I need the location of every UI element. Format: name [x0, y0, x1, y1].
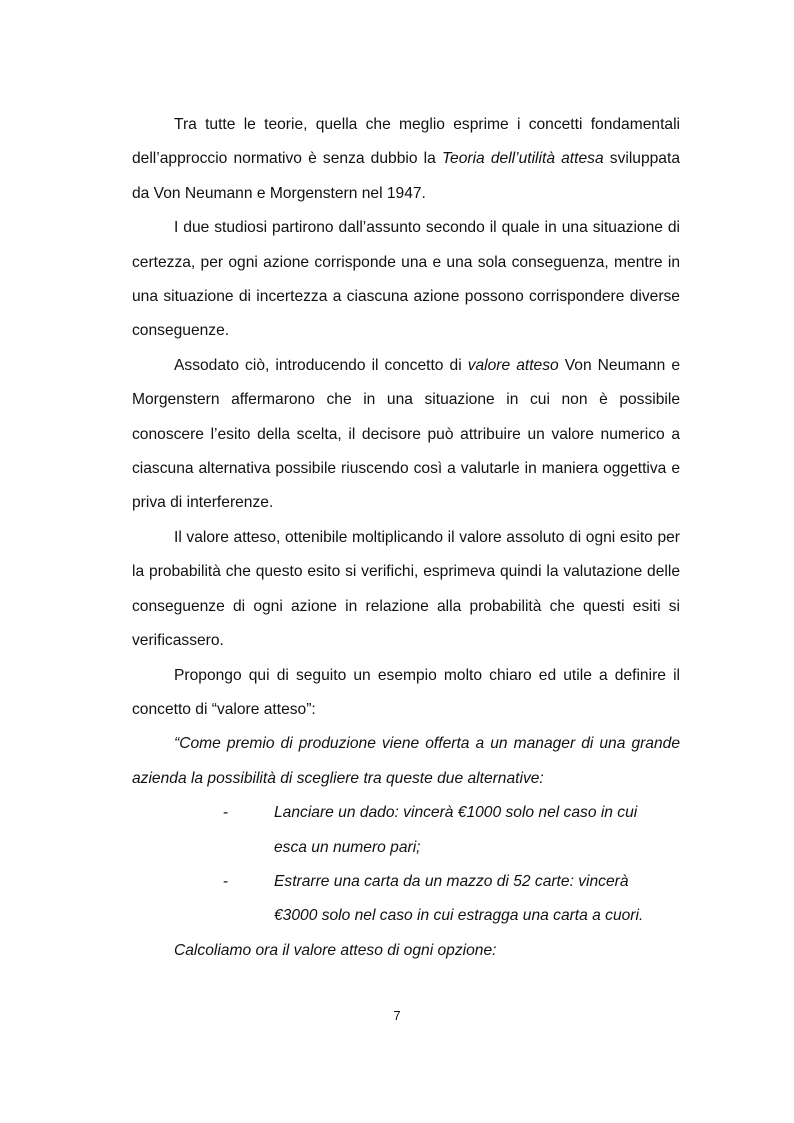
paragraph-1 — [132, 108, 680, 211]
paragraph-1-text-a: Tra tutte le teorie, quella che meglio esprime i concetti fondamentali dell’approccio normativo è senza dubbio la — [132, 116, 680, 168]
closing-paragraph: Calcoliamo ora il valore atteso di ogni opzione: — [174, 941, 497, 959]
list-item-text: Lanciare un dado: vincerà €1000 solo nel caso in cui esca un numero pari; — [274, 804, 638, 856]
paragraph-3 — [132, 349, 680, 521]
page-number: 7 — [393, 1008, 401, 1023]
paragraph-3-text-b: Von Neumann e Morgenstern affermarono che in una situazione in cui non è possibile conoscere l’esito della scelta, il decisore può attribuire un valore numerico a ciascuna alternativa possibile riuscendo così a valutarle in maniera oggettiva e priva di interferenze. — [132, 356, 680, 512]
list-dash: - — [223, 804, 229, 822]
paragraph-2: I due studiosi partirono dall’assunto secondo il quale in una situazione di certezza, per ogni azione corrisponde una e una sola conseguenza, mentre in una situazione di incertezza a ciascuna azione possono corrispondere diverse conseguenze. — [132, 219, 680, 340]
paragraph-4: Il valore atteso, ottenibile moltiplicando il valore assoluto di ogni esito per la probabilità che questo esito si verifichi, esprimeva quindi la valutazione delle conseguenze di ogni azione in relazione alla probabilità che questi esiti si verificassero. — [132, 528, 680, 650]
paragraph-1-text-b: sviluppata da Von Neumann e Morgenstern nel 1947. — [132, 150, 680, 202]
list-dash: - — [223, 872, 229, 890]
paragraph-1-italic: Teoria dell’utilità attesa — [441, 150, 604, 168]
list-item — [132, 865, 680, 934]
paragraph-5: Propongo qui di seguito un esempio molto chiaro ed utile a definire il concetto di “valore atteso”: — [132, 666, 680, 718]
document-page — [132, 108, 680, 968]
alternatives-list — [132, 796, 680, 934]
list-item — [132, 796, 680, 865]
quote-paragraph: “Come premio di produzione viene offerta a un manager di una grande azienda la possibilità di scegliere tra queste due alternative: — [132, 735, 680, 787]
paragraph-3-italic: valore atteso — [467, 356, 559, 374]
paragraph-3-text-a: Assodato ciò, introducendo il concetto di — [174, 356, 468, 374]
list-item-text: Estrarre una carta da un mazzo di 52 carte: vincerà €3000 solo nel caso in cui estragga una carta a cuori. — [274, 872, 644, 925]
